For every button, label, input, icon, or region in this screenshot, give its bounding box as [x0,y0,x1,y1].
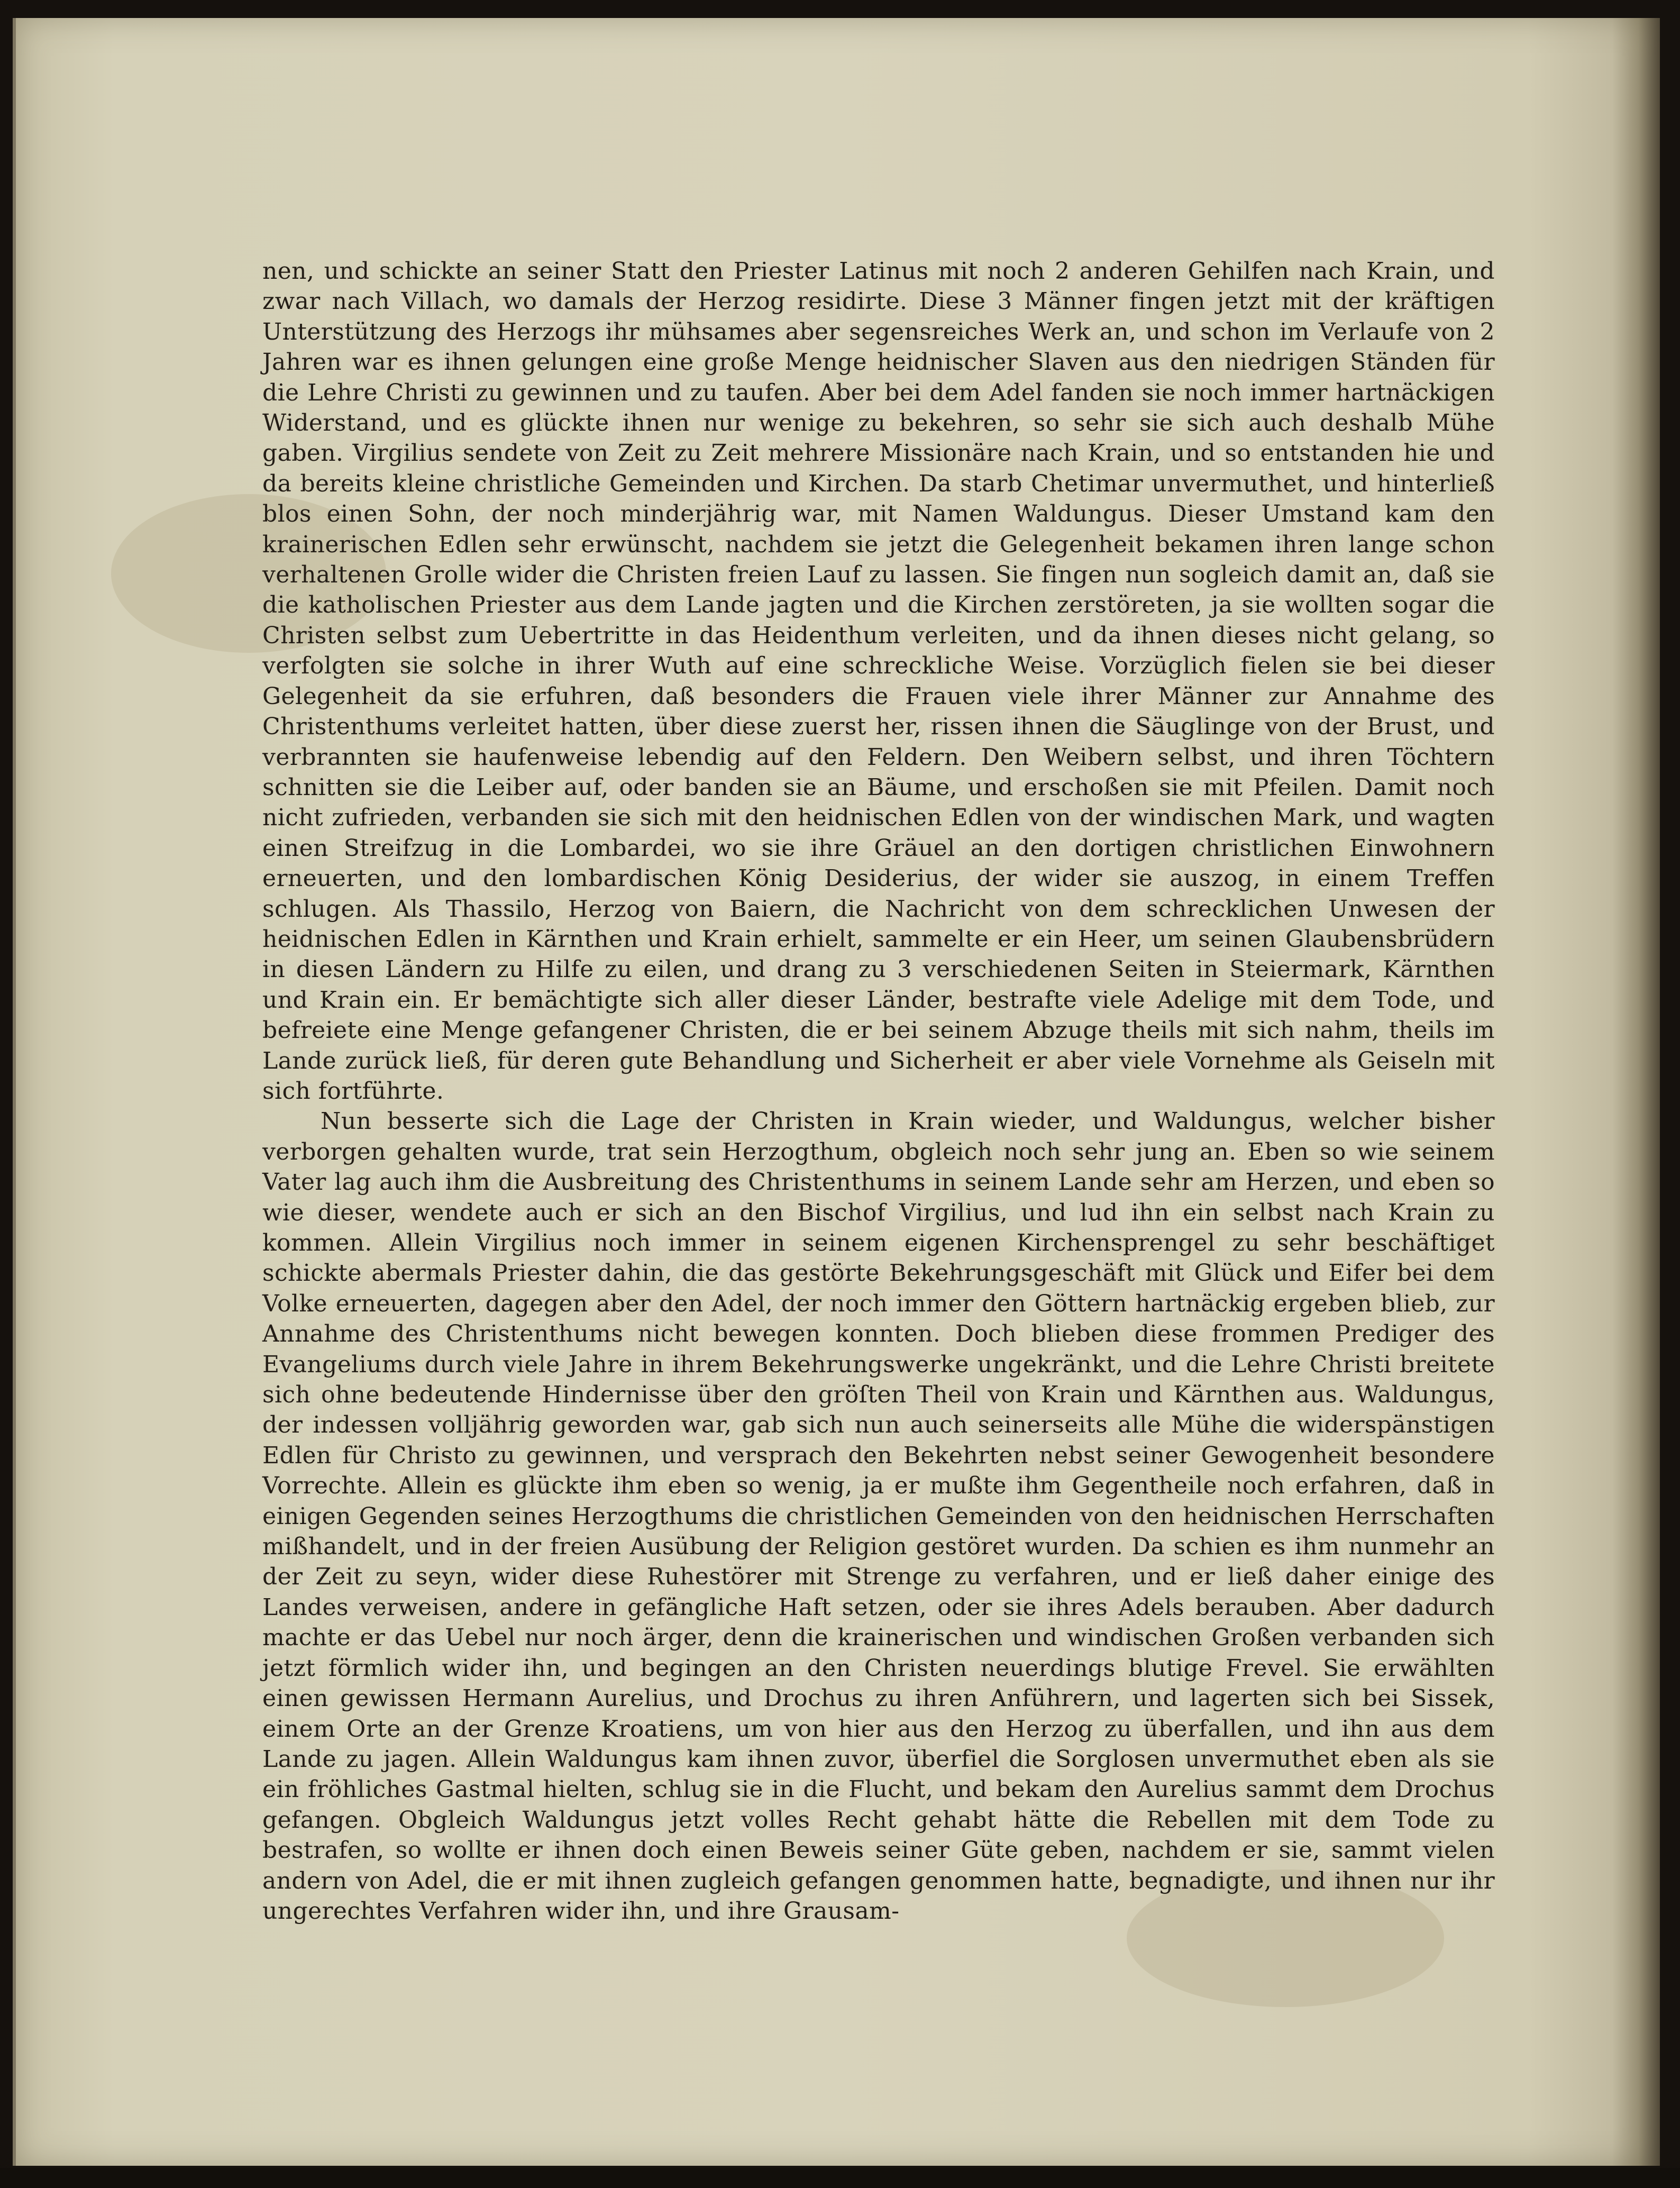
page-gutter-shadow [1612,18,1660,2166]
paragraph-2: Nun besserte sich die Lage der Christen in Krain wieder, und Waldungus, welcher bisher verborgen gehalten wurde, trat sein Herzogthum, obgleich noch sehr jung an. Eben so wie seinem Vater lag auch ihm die Ausbreitung des Christenthums in seinem Lande sehr am Herzen, und eben so wie dieser, wendete auch er sich an den Bischof Virgilius, und lud ihn ein selbst nach Krain zu kommen. Allein Virgilius noch immer in seinem eigenen Kirchensprengel zu sehr beschäftiget schickte abermals Priester dahin, die das gestörte Bekehrungsgeschäft mit Glück und Eifer bei dem Volke erneuerten, dagegen aber den Adel, der noch immer den Göttern hartnäckig ergeben blieb, zur Annahme des Christenthums nicht bewegen konnten. Doch blieben diese frommen Prediger des Evangeliums durch viele Jahre in ihrem Bekehrungswerke ungekränkt, und die Lehre Christi breitete sich ohne bedeutende Hindernisse über den gröſten Theil von Krain und Kärnthen aus. Waldungus, der indessen volljährig geworden war, gab sich nun auch seinerseits alle Mühe die widerspänstigen Edlen für Christo zu gewinnen, und versprach den Bekehrten nebst seiner Gewogenheit besondere Vorrechte. Allein es glückte ihm eben so wenig, ja er mußte ihm Gegentheile noch erfahren, daß in einigen Gegenden seines Herzogthums die christlichen Gemeinden von den heidnischen Herrschaften mißhandelt, und in der freien Ausübung der Religion gestöret wurden. Da schien es ihm nunmehr an der Zeit zu seyn, wider diese Ruhestörer mit Strenge zu verfahren, und er ließ daher einige des Landes verweisen, andere in gefängliche Haft setzen, oder sie ihres Adels berauben. Aber dadurch machte er das Uebel nur noch ärger, denn die krainerischen und windischen Großen verbanden sich jetzt förmlich wider ihn, und begingen an den Christen neuerdings blutige Frevel. Sie erwählten einen gewissen Hermann Aurelius, und Drochus zu ihren Anführern, und lagerten sich bei Sissek, einem Orte an der Grenze Kroatiens, um von hier aus den Herzog zu überfallen, und ihn aus dem Lande zu jagen. Allein Waldungus kam ihnen zuvor, überfiel die Sorglosen unvermuthet eben als sie ein fröhliches Gastmal hielten, schlug sie in die Flucht, und bekam den Aurelius sammt dem Drochus gefangen. Obgleich Waldungus jetzt volles Recht gehabt hätte die Rebellen mit dem Tode zu bestrafen, so wollte er ihnen doch einen Beweis seiner Güte geben, nachdem er sie, sammt vielen andern von Adel, die er mit ihnen zugleich gefangen genommen hatte, begnadigte, und ihnen nur ihr ungerechtes Verfahren wider ihn, und ihre Grausam- [262,1108,1495,1925]
paragraph-1: nen, und schickte an seiner Statt den Priester Latinus mit noch 2 anderen Gehilfen nach Krain, und zwar nach Villach, wo damals der Herzog residirte. Diese 3 Männer fingen jetzt mit der kräftigen Unterstützung des Herzogs ihr mühsames aber segensreiches Werk an, und schon im Verlaufe von 2 Jahren war es ihnen gelungen eine große Menge heidnischer Slaven aus den niedrigen Ständen für die Lehre Christi zu gewinnen und zu taufen. Aber bei dem Adel fanden sie noch immer hartnäckigen Widerstand, und es glückte ihnen nur wenige zu bekehren, so sehr sie sich auch deshalb Mühe gaben. Virgilius sendete von Zeit zu Zeit mehrere Missionäre nach Krain, und so entstanden hie und da bereits kleine christliche Gemeinden und Kirchen. Da starb Chetimar unvermuthet, und hinterließ blos einen Sohn, der noch minderjährig war, mit Namen Waldungus. Dieser Umstand kam den krainerischen Edlen sehr erwünscht, nachdem sie jetzt die Gelegenheit bekamen ihren lange schon verhaltenen Grolle wider die Christen freien Lauf zu lassen. Sie fingen nun sogleich damit an, daß sie die katholischen Priester aus dem Lande jagten und die Kirchen zerstöreten, ja sie wollten sogar die Christen selbst zum Uebertritte in das Heidenthum verleiten, und da ihnen dieses nicht gelang, so verfolgten sie solche in ihrer Wuth auf eine schreckliche Weise. Vorzüglich fielen sie bei dieser Gelegenheit da sie erfuhren, daß besonders die Frauen viele ihrer Männer zur Annahme des Christenthums verleitet hatten, über diese zuerst her, rissen ihnen die Säuglinge von der Brust, und verbrannten sie haufenweise lebendig auf den Feldern. Den Weibern selbst, und ihren Töchtern schnitten sie die Leiber auf, oder banden sie an Bäume, und erschoßen sie mit Pfeilen. Damit noch nicht zufrieden, verbanden sie sich mit den heidnischen Edlen von der windischen Mark, und wagten einen Streifzug in die Lombardei, wo sie ihre Gräuel an den dortigen christlichen Einwohnern erneuerten, und den lombardischen König Desiderius, der wider sie auszog, in einem Treffen schlugen. Als Thassilo, Herzog von Baiern, die Nachricht von dem schrecklichen Unwesen der heidnischen Edlen in Kärnthen und Krain erhielt, sammelte er ein Heer, um seinen Glaubensbrüdern in diesen Ländern zu Hilfe zu eilen, und drang zu 3 verschiedenen Seiten in Steiermark, Kärnthen und Krain ein. Er bemächtigte sich aller dieser Länder, bestrafte viele Adelige mit dem Tode, und befreiete eine Menge gefangener Christen, die er bei seinem Abzuge theils mit sich nahm, theils im Lande zurück ließ, für deren gute Behandlung und Sicherheit er aber viele Vornehme als Geiseln mit sich fortführte. [262,258,1495,1105]
body-text [262,256,1495,1926]
scan-bottom-border [0,2168,1680,2188]
